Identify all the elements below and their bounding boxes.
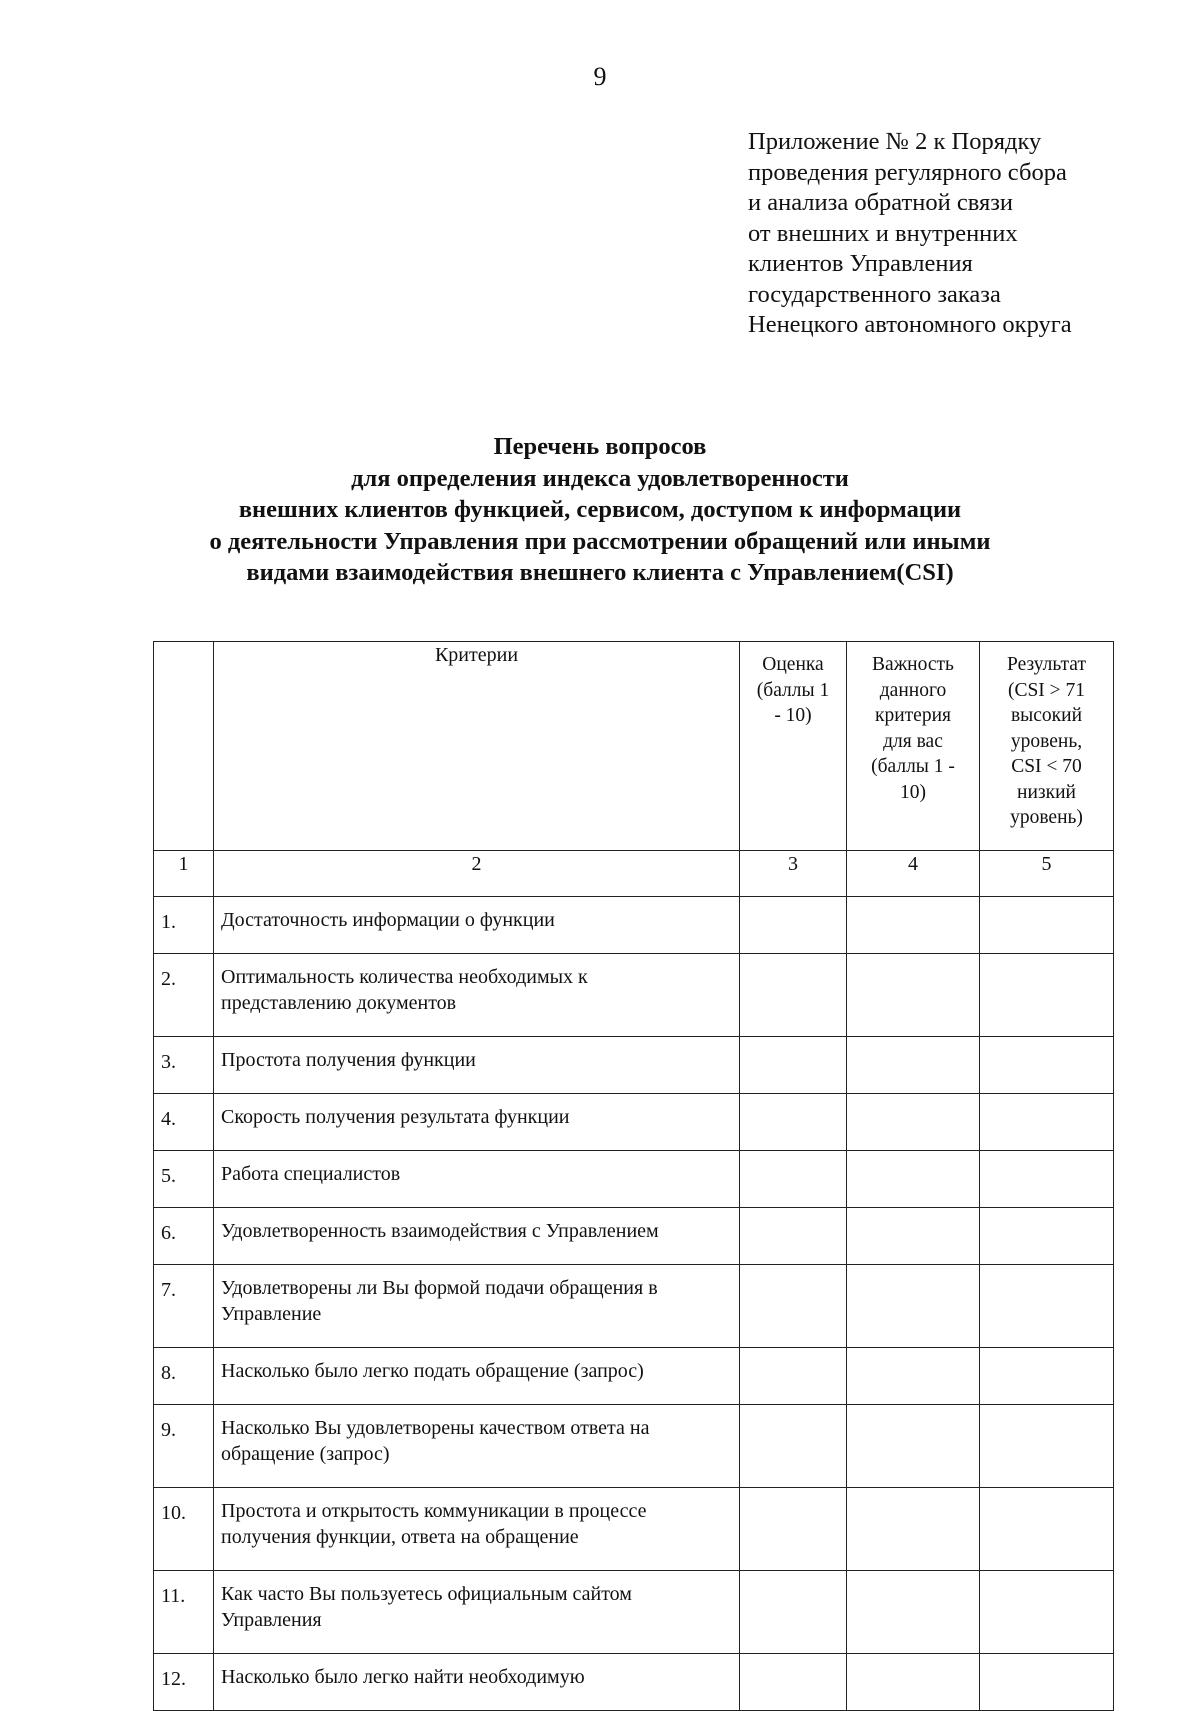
result-cell[interactable] <box>980 1094 1114 1151</box>
importance-cell[interactable] <box>847 1151 980 1208</box>
score-cell[interactable] <box>740 1488 847 1571</box>
header-importance: Важность данного критерия для вас (баллы 1 - 10) <box>847 642 980 851</box>
row-number: 12. <box>154 1654 214 1711</box>
criterion-text: Удовлетворены ли Вы формой подачи обращения в Управление <box>214 1265 740 1348</box>
row-number: 1. <box>154 897 214 954</box>
appendix-line: клиентов Управления <box>748 250 973 277</box>
title-line: о деятельности Управления при рассмотрении обращений или иными <box>209 527 991 555</box>
importance-cell[interactable] <box>847 1654 980 1711</box>
column-number: 4 <box>847 851 980 897</box>
result-cell[interactable] <box>980 897 1114 954</box>
column-number-row <box>154 851 1114 897</box>
importance-cell[interactable] <box>847 1348 980 1405</box>
column-number: 5 <box>980 851 1114 897</box>
column-number: 1 <box>154 851 214 897</box>
result-cell[interactable] <box>980 1571 1114 1654</box>
table-row <box>154 1265 1114 1348</box>
table-row <box>154 897 1114 954</box>
row-number: 4. <box>154 1094 214 1151</box>
page-number: 9 <box>593 62 607 91</box>
criterion-text: Как часто Вы пользуетесь официальным сайтом Управления <box>214 1571 740 1654</box>
table-row <box>154 1571 1114 1654</box>
title-line: Перечень вопросов <box>493 433 707 460</box>
score-cell[interactable] <box>740 1654 847 1711</box>
importance-cell[interactable] <box>847 1571 980 1654</box>
score-cell[interactable] <box>740 1571 847 1654</box>
title-line: внешних клиентов функцией, сервисом, доступом к информации <box>238 496 962 523</box>
score-cell[interactable] <box>740 897 847 954</box>
score-cell[interactable] <box>740 1208 847 1265</box>
appendix-line: Приложение № 2 к Порядку <box>748 128 1042 155</box>
row-number: 11. <box>154 1571 214 1654</box>
importance-cell[interactable] <box>847 1265 980 1348</box>
result-cell[interactable] <box>980 1654 1114 1711</box>
criteria-table <box>153 641 1114 1711</box>
column-number: 3 <box>740 851 847 897</box>
score-cell[interactable] <box>740 1348 847 1405</box>
criterion-text: Скорость получения результата функции <box>214 1094 740 1151</box>
header-num <box>154 642 214 851</box>
score-cell[interactable] <box>740 1405 847 1488</box>
criterion-text: Насколько было легко найти необходимую <box>214 1654 740 1711</box>
result-cell[interactable] <box>980 1037 1114 1094</box>
importance-cell[interactable] <box>847 1405 980 1488</box>
appendix-line: и анализа обратной связи <box>748 189 1014 216</box>
row-number: 3. <box>154 1037 214 1094</box>
result-cell[interactable] <box>980 1208 1114 1265</box>
header-result: Результат (CSI > 71 высокий уровень, CSI < 70 низкий уровень) <box>980 642 1114 851</box>
row-number: 9. <box>154 1405 214 1488</box>
table-row <box>154 1405 1114 1488</box>
header-criteria: Критерии <box>214 642 740 851</box>
score-cell[interactable] <box>740 1265 847 1348</box>
importance-cell[interactable] <box>847 1037 980 1094</box>
result-cell[interactable] <box>980 1488 1114 1571</box>
table-row <box>154 1037 1114 1094</box>
table-header-row <box>154 642 1114 851</box>
appendix-line: от внешних и внутренних <box>748 219 1018 247</box>
score-cell[interactable] <box>740 1151 847 1208</box>
score-cell[interactable] <box>740 1094 847 1151</box>
title-line: для определения индекса удовлетворенности <box>351 464 849 492</box>
criterion-text: Насколько было легко подать обращение (запрос) <box>214 1348 740 1405</box>
row-number: 2. <box>154 954 214 1037</box>
table-row <box>154 1151 1114 1208</box>
result-cell[interactable] <box>980 1151 1114 1208</box>
table-row <box>154 1488 1114 1571</box>
score-cell[interactable] <box>740 1037 847 1094</box>
importance-cell[interactable] <box>847 1208 980 1265</box>
criterion-text: Простота и открытость коммуникации в процессе получения функции, ответа на обращение <box>214 1488 740 1571</box>
row-number: 6. <box>154 1208 214 1265</box>
column-number: 2 <box>214 851 740 897</box>
row-number: 5. <box>154 1151 214 1208</box>
criterion-text: Насколько Вы удовлетворены качеством ответа на обращение (запрос) <box>214 1405 740 1488</box>
criterion-text: Достаточность информации о функции <box>214 897 740 954</box>
importance-cell[interactable] <box>847 1488 980 1571</box>
document-title <box>0 431 1200 589</box>
header-score: Оценка (баллы 1 - 10) <box>740 642 847 851</box>
criterion-text: Работа специалистов <box>214 1151 740 1208</box>
importance-cell[interactable] <box>847 897 980 954</box>
result-cell[interactable] <box>980 1348 1114 1405</box>
table-row <box>154 954 1114 1037</box>
appendix-note <box>748 127 1072 341</box>
table-row <box>154 1208 1114 1265</box>
criterion-text: Простота получения функции <box>214 1037 740 1094</box>
criterion-text: Оптимальность количества необходимых к представлению документов <box>214 954 740 1037</box>
table-row <box>154 1094 1114 1151</box>
row-number: 7. <box>154 1265 214 1348</box>
row-number: 8. <box>154 1348 214 1405</box>
result-cell[interactable] <box>980 1265 1114 1348</box>
row-number: 10. <box>154 1488 214 1571</box>
title-line: видами взаимодействия внешнего клиента с Управлением(CSI) <box>246 559 954 586</box>
appendix-line: проведения регулярного сбора <box>748 158 1067 186</box>
appendix-line: Ненецкого автономного округа <box>748 311 1072 338</box>
table-row <box>154 1654 1114 1711</box>
importance-cell[interactable] <box>847 954 980 1037</box>
table-row <box>154 1348 1114 1405</box>
result-cell[interactable] <box>980 1405 1114 1488</box>
result-cell[interactable] <box>980 954 1114 1037</box>
importance-cell[interactable] <box>847 1094 980 1151</box>
criterion-text: Удовлетворенность взаимодействия с Управлением <box>214 1208 740 1265</box>
score-cell[interactable] <box>740 954 847 1037</box>
appendix-line: государственного заказа <box>748 280 1001 308</box>
